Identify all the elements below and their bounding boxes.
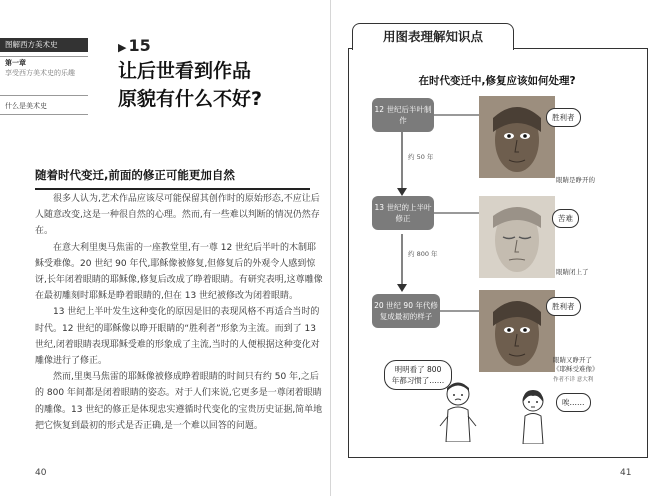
speech-bubble: 胜利者 xyxy=(546,108,581,127)
speech-bubble-left-person: 明明看了 800 年都习惯了…… xyxy=(384,360,452,390)
paragraph: 在意大利里奥马焦雷的一座教堂里,有一尊 12 世纪后半叶的木制耶稣受难像。20 世纪 90 年代,耶稣像被修复,但修复后的外观令人感到惊讶,长年闭着眼睛的耶稣像,修复后改成了睁着眼睛。有研究表明,这尊雕像在最初雕刻时耶稣是睁着眼睛的,但在 13 世纪被修改为闭着眼睛。 xyxy=(35,242,323,302)
stage-box: 12 世纪后半叶制作 xyxy=(372,98,434,132)
photo-caption: 眼睛闭上了 xyxy=(556,268,589,276)
photo-caption: 眼睛又睁开了 xyxy=(553,356,592,364)
stage-connectors xyxy=(434,100,484,330)
stage-box: 13 世纪的上半叶修正 xyxy=(372,196,434,230)
paragraph: 然而,里奥马焦雷的耶稣像被修成睁着眼睛的时间只有约 50 年,之后的 800 年间都是闭着眼睛的姿态。对于人们来说,它更多是一尊闭着眼睛的雕像。13 世纪的修正是体现忠实遵循时代变化的宝贵历史证据,简单地把它恢复到最初的形式是否正确,是一个难以回答的问题。 xyxy=(35,372,323,431)
photo-caption: 眼睛是睁开的 xyxy=(556,176,595,184)
paragraph: 13 世纪上半叶发生这种变化的原因是旧的表现风格不再适合当时的时代。12 世纪的耶稣像以睁开眼睛的“胜利者”形象为主流。而到了 13 世纪,闭着眼睛表现耶稣受难的形象成了主流,当时的人便根据这种变化对雕像进行了修正。 xyxy=(35,307,320,367)
chapter-number: 第一章 xyxy=(5,59,26,67)
statue-face-eyes-open xyxy=(479,96,555,178)
page-title xyxy=(118,57,318,113)
sidebar-divider xyxy=(0,114,88,115)
person-woman-illustration xyxy=(516,388,550,444)
statue-face-eyes-closed xyxy=(479,196,555,278)
title-line: 让后世看到作品 xyxy=(118,60,252,82)
title-line: 原貌有什么不好? xyxy=(118,88,263,110)
triangle-icon: ▶ xyxy=(118,41,127,54)
speech-bubble-right-person: 唉…… xyxy=(556,393,591,412)
sidebar-divider xyxy=(0,56,88,57)
person-man-illustration xyxy=(438,380,478,442)
sidebar-divider xyxy=(0,95,88,96)
statue-photo xyxy=(479,96,555,178)
statue-face-eyes-open xyxy=(479,290,555,372)
gap-label: 约 50 年 xyxy=(408,153,434,161)
photo-credit: 作者不详 意大利 xyxy=(553,377,594,383)
sidebar-chapter xyxy=(5,58,85,78)
speech-bubble: 苦难 xyxy=(552,209,579,228)
statue-photo xyxy=(479,290,555,372)
body-text xyxy=(35,191,325,434)
sidebar-book-title: 图解西方美术史 xyxy=(0,38,88,52)
speech-bubble: 胜利者 xyxy=(546,297,581,316)
section-number xyxy=(118,36,151,55)
statue-photo xyxy=(479,196,555,278)
gap-label: 约 800 年 xyxy=(408,250,438,258)
subheading: 随着时代变迁,前面的修正可能更加自然 xyxy=(35,167,310,190)
stage-box: 20 世纪 90 年代修复成最初的样子 xyxy=(372,294,440,328)
work-title: 《耶稣受难像》 xyxy=(553,365,599,373)
diagram-tab-title: 用图表理解知识点 xyxy=(352,23,514,50)
book-spine xyxy=(330,0,331,496)
page-number-left: 40 xyxy=(35,468,47,478)
sidebar-subsection: 什么是美术史 xyxy=(5,102,47,110)
paragraph: 很多人认为,艺术作品应该尽可能保留其创作时的原始形态,不应让后人随意改变,这是一种很自然的心理。然而,有一些难以判断的情况仍然存在。 xyxy=(35,194,320,237)
diagram-question: 在时代变迁中,修复应该如何处理? xyxy=(418,75,576,87)
section-number-text: 15 xyxy=(128,36,151,55)
page-number-right: 41 xyxy=(620,468,632,478)
chapter-title: 享受西方美术史的乐趣 xyxy=(5,69,75,77)
